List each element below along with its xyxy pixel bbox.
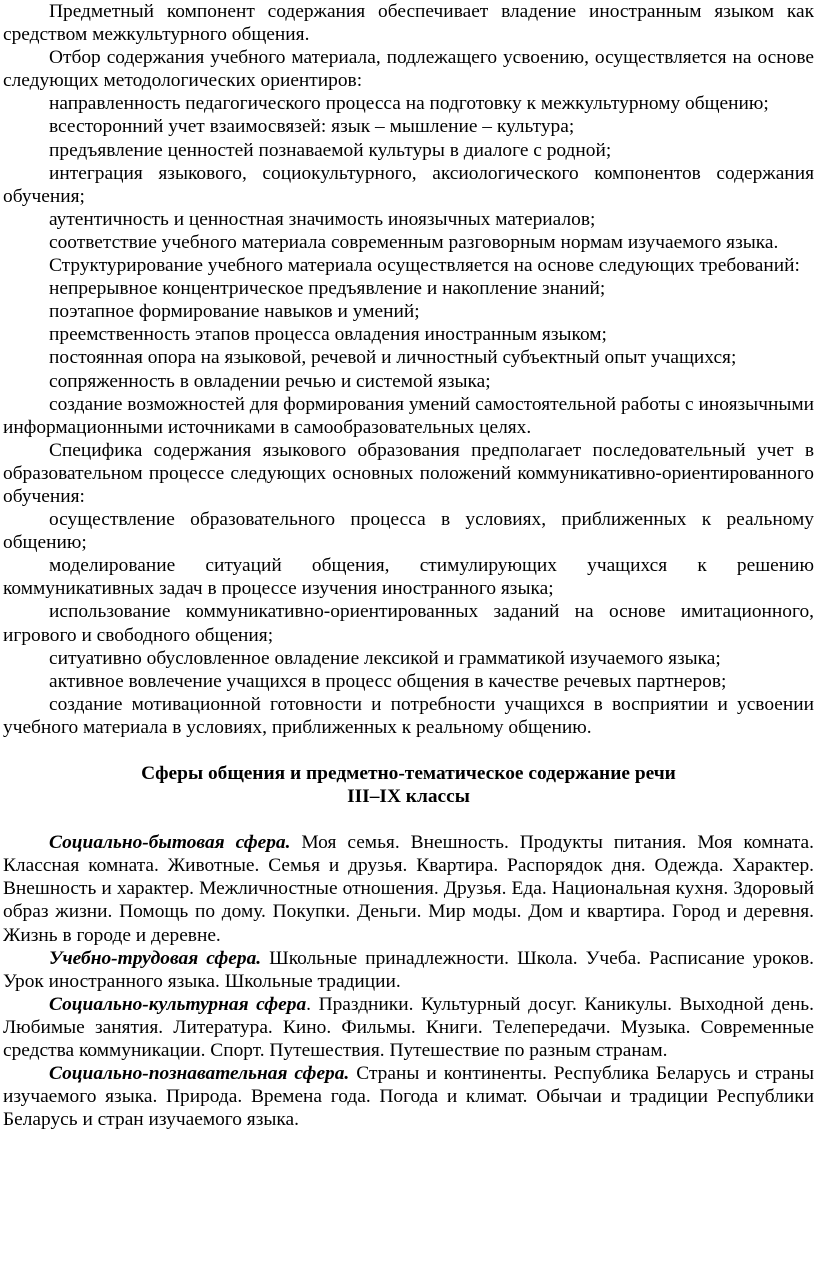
list-item: создание мотивационной готовности и потребности учащихся в восприятии и усвоении учебного материала в условиях, приближенных к реальному общению. (3, 693, 814, 738)
sphere-label: Учебно-трудовая сфера. (49, 947, 262, 969)
paragraph: Структурирование учебного материала осуществляется на основе следующих требований: (49, 255, 800, 277)
list-item: активное вовлечение учащихся в процесс общения в качестве речевых партнеров; (49, 670, 727, 692)
sphere-text: . Праздники. Культурный досуг. Каникулы. Выходной день. Любимые занятия. Литература. Кино. Фильмы. Книги. Телепередачи. Музыка. Современные средства коммуникации. Спорт. Путешествия. Путешествие по разным странам. (3, 993, 814, 1062)
sphere-paragraph (3, 1062, 814, 1131)
section-title: Сферы общения и предметно-тематическое содержание речи (141, 763, 676, 784)
spheres-section (3, 831, 814, 1131)
list-item: сопряженность в овладении речью и системой языка; (49, 370, 491, 392)
sphere-label: Социально-культурная сфера (49, 993, 307, 1015)
section-subtitle: III–IX классы (347, 786, 470, 808)
sphere-text: Школьные принадлежности. Школа. Учеба. Расписание уроков. Урок иностранного языка. Школьные традиции. (3, 947, 814, 992)
list-item: всесторонний учет взаимосвязей: язык – мышление – культура; (49, 116, 575, 138)
paragraph: Предметный компонент содержания обеспечивает владение иностранным языком как средством межкультурного общения. (3, 1, 814, 46)
sphere-paragraph (3, 947, 814, 993)
sphere-label: Социально-познавательная сфера. (49, 1063, 350, 1085)
sphere-text: Моя семья. Внешность. Продукты питания. Моя комната. Классная комната. Животные. Семья и друзья. Квартира. Распорядок дня. Одежда. Характер. Внешность и характер. Межличностные отношения. Друзья. Еда. Национальная кухня. Здоровый образ жизни. Помощь по дому. Покупки. Деньги. Мир моды. Дом и квартира. Город и деревня. Жизнь в городе и деревне. (3, 832, 814, 946)
sphere-paragraph (3, 993, 814, 1062)
list-item: соответствие учебного материала современным разговорным нормам изучаемого языка. (49, 231, 779, 253)
list-item: поэтапное формирование навыков и умений; (49, 301, 420, 323)
list-item: преемственность этапов процесса овладения иностранным языком; (49, 324, 607, 346)
intro-section (3, 0, 814, 739)
sphere-label: Социально-бытовая сфера. (49, 832, 291, 854)
paragraph: Специфика содержания языкового образования предполагает последовательный учет в образовательном процессе следующих основных положений коммуникативно-ориентированного обучения: (3, 439, 814, 507)
list-item: предъявление ценностей познаваемой культуры в диалоге с родной; (49, 139, 612, 161)
list-item: постоянная опора на языковой, речевой и личностный субъектный опыт учащихся; (49, 347, 737, 369)
list-item: направленность педагогического процесса на подготовку к межкультурному общению; (49, 93, 769, 115)
list-item: непрерывное концентрическое предъявление и накопление знаний; (49, 278, 606, 300)
sphere-text: Страны и континенты. Республика Беларусь и страны изучаемого языка. Природа. Времена года. Погода и климат. Обычаи и традиции Республики Беларусь и стран изучаемого языка. (3, 1063, 815, 1131)
paragraph: Отбор содержания учебного материала, подлежащего усвоению, осуществляется на основе следующих методологических ориентиров: (3, 47, 814, 92)
list-item: моделирование ситуаций общения, стимулирующих учащихся к решению коммуникативных задач в процессе изучения иностранного языка; (3, 555, 814, 600)
list-item: использование коммуникативно-ориентированных заданий на основе имитационного, игрового и свободного общения; (3, 601, 814, 646)
list-item: интеграция языкового, социокультурного, аксиологического компонентов содержания обучения; (3, 162, 814, 207)
list-item: осуществление образовательного процесса в условиях, приближенных к реальному общению; (3, 509, 814, 554)
list-item: ситуативно обусловленное овладение лексикой и грамматикой изучаемого языка; (49, 647, 721, 669)
list-item: аутентичность и ценностная значимость иноязычных материалов; (49, 208, 596, 230)
sphere-paragraph (3, 831, 814, 946)
list-item: создание возможностей для формирования умений самостоятельной работы с иноязычными информационными источниками в самообразовательных целях. (3, 393, 814, 438)
